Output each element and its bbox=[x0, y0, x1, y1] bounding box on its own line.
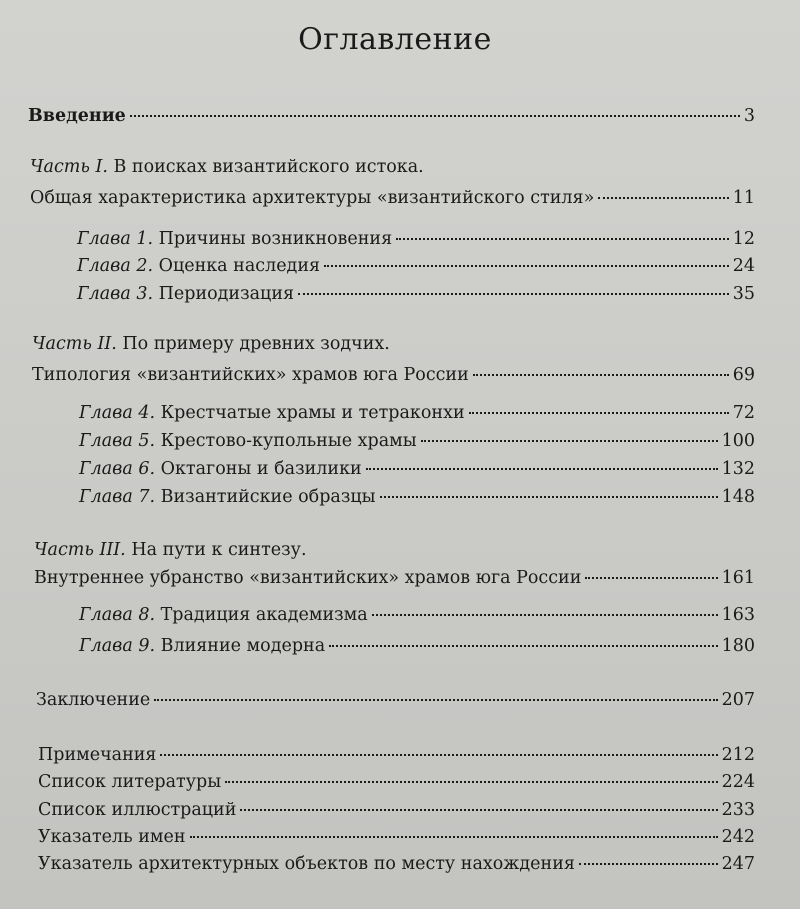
leader-dots bbox=[469, 412, 729, 414]
toc-entry-chapter-4[interactable] bbox=[79, 403, 755, 423]
part-title: На пути к синтезу. bbox=[131, 540, 307, 560]
toc-entry-chapter-2[interactable] bbox=[77, 256, 755, 276]
toc-entry-illustrations[interactable] bbox=[38, 800, 755, 820]
toc-entry-part-2[interactable] bbox=[32, 365, 755, 385]
leader-dots bbox=[329, 645, 717, 647]
chapter-title: Оценка наследия bbox=[158, 256, 321, 276]
part-number: Часть II. bbox=[32, 334, 117, 354]
chapter-number: Глава 8. bbox=[79, 605, 156, 625]
entry-label: Примечания bbox=[38, 745, 157, 765]
page-number: 24 bbox=[732, 256, 755, 276]
entry-label: Внутреннее убранство «византийских» храмов юга России bbox=[34, 568, 582, 588]
leader-dots bbox=[240, 809, 717, 811]
toc-entry-conclusion[interactable] bbox=[36, 690, 755, 710]
chapter-number: Глава 1. bbox=[77, 229, 154, 249]
page-number: 72 bbox=[732, 403, 755, 423]
entry-label: Список литературы bbox=[38, 772, 222, 792]
leader-dots bbox=[225, 781, 717, 783]
chapter-title: Крестчатые храмы и тетраконхи bbox=[160, 403, 465, 423]
page-number: 69 bbox=[732, 365, 755, 385]
part-heading bbox=[32, 334, 390, 354]
leader-dots bbox=[585, 577, 717, 579]
page-number: 224 bbox=[721, 772, 755, 792]
leader-dots bbox=[298, 293, 729, 295]
page-number: 161 bbox=[721, 568, 755, 588]
entry-label: Общая характеристика архитектуры «византийского стиля» bbox=[30, 188, 595, 208]
chapter-number: Глава 3. bbox=[77, 284, 154, 304]
entry-label: Указатель архитектурных объектов по месту нахождения bbox=[38, 854, 575, 874]
entry-label: Список иллюстраций bbox=[38, 800, 237, 820]
chapter-title: Традиция академизма bbox=[160, 605, 368, 625]
toc-entry-chapter-6[interactable] bbox=[79, 459, 755, 479]
chapter-title: Византийские образцы bbox=[160, 487, 376, 507]
toc-entry-name-index[interactable] bbox=[38, 827, 755, 847]
chapter-title: Октагоны и базилики bbox=[160, 459, 362, 479]
chapter-number: Глава 4. bbox=[79, 403, 156, 423]
chapter-title: Периодизация bbox=[158, 284, 295, 304]
chapter-title: Крестово-купольные храмы bbox=[160, 431, 417, 451]
leader-dots bbox=[380, 496, 718, 498]
page-number: 242 bbox=[721, 827, 755, 847]
chapter-number: Глава 9. bbox=[79, 636, 156, 656]
toc-entry-object-index[interactable] bbox=[38, 854, 755, 874]
part-title: В поисках византийского истока. bbox=[113, 157, 424, 177]
toc-entry-chapter-1[interactable] bbox=[77, 229, 755, 249]
leader-dots bbox=[190, 836, 718, 838]
leader-dots bbox=[598, 197, 728, 199]
entry-label: Заключение bbox=[36, 690, 151, 710]
toc-entry-chapter-3[interactable] bbox=[77, 284, 755, 304]
part-heading bbox=[34, 540, 307, 560]
part-heading bbox=[30, 157, 424, 177]
page-number: 148 bbox=[721, 487, 755, 507]
leader-dots bbox=[160, 754, 717, 756]
page-number: 35 bbox=[732, 284, 755, 304]
chapter-title: Влияние модерна bbox=[160, 636, 326, 656]
leader-dots bbox=[130, 115, 740, 117]
leader-dots bbox=[372, 614, 718, 616]
page-number: 163 bbox=[721, 605, 755, 625]
toc-entry-part-1[interactable] bbox=[30, 188, 755, 208]
leader-dots bbox=[421, 440, 718, 442]
leader-dots bbox=[366, 468, 718, 470]
toc-entry-intro[interactable] bbox=[28, 106, 755, 126]
page-number: 207 bbox=[721, 690, 755, 710]
page-number: 11 bbox=[732, 188, 755, 208]
page-number: 212 bbox=[721, 745, 755, 765]
toc-entry-bibliography[interactable] bbox=[38, 772, 755, 792]
toc-entry-chapter-8[interactable] bbox=[79, 605, 755, 625]
part-number: Часть I. bbox=[30, 157, 108, 177]
leader-dots bbox=[473, 374, 729, 376]
page-number: 132 bbox=[721, 459, 755, 479]
page-number: 180 bbox=[721, 636, 755, 656]
part-number: Часть III. bbox=[34, 540, 126, 560]
chapter-title: Причины возникновения bbox=[158, 229, 393, 249]
page-number: 12 bbox=[732, 229, 755, 249]
leader-dots bbox=[579, 863, 718, 865]
page-number: 233 bbox=[721, 800, 755, 820]
page-number: 247 bbox=[721, 854, 755, 874]
toc-entry-part-3[interactable] bbox=[34, 568, 755, 588]
chapter-number: Глава 6. bbox=[79, 459, 156, 479]
entry-label: Указатель имен bbox=[38, 827, 186, 847]
page-number: 3 bbox=[743, 106, 755, 126]
toc-entry-chapter-9[interactable] bbox=[79, 636, 755, 656]
entry-label: Типология «византийских» храмов юга России bbox=[32, 365, 469, 385]
leader-dots bbox=[154, 699, 717, 701]
page-title: Оглавление bbox=[298, 22, 492, 57]
chapter-number: Глава 7. bbox=[79, 487, 156, 507]
leader-dots bbox=[396, 238, 729, 240]
page-number: 100 bbox=[721, 431, 755, 451]
part-title: По примеру древних зодчих. bbox=[122, 334, 390, 354]
chapter-number: Глава 2. bbox=[77, 256, 154, 276]
chapter-number: Глава 5. bbox=[79, 431, 156, 451]
entry-label: Введение bbox=[28, 106, 126, 126]
toc-entry-notes[interactable] bbox=[38, 745, 755, 765]
toc-entry-chapter-7[interactable] bbox=[79, 487, 755, 507]
leader-dots bbox=[324, 265, 729, 267]
toc-entry-chapter-5[interactable] bbox=[79, 431, 755, 451]
